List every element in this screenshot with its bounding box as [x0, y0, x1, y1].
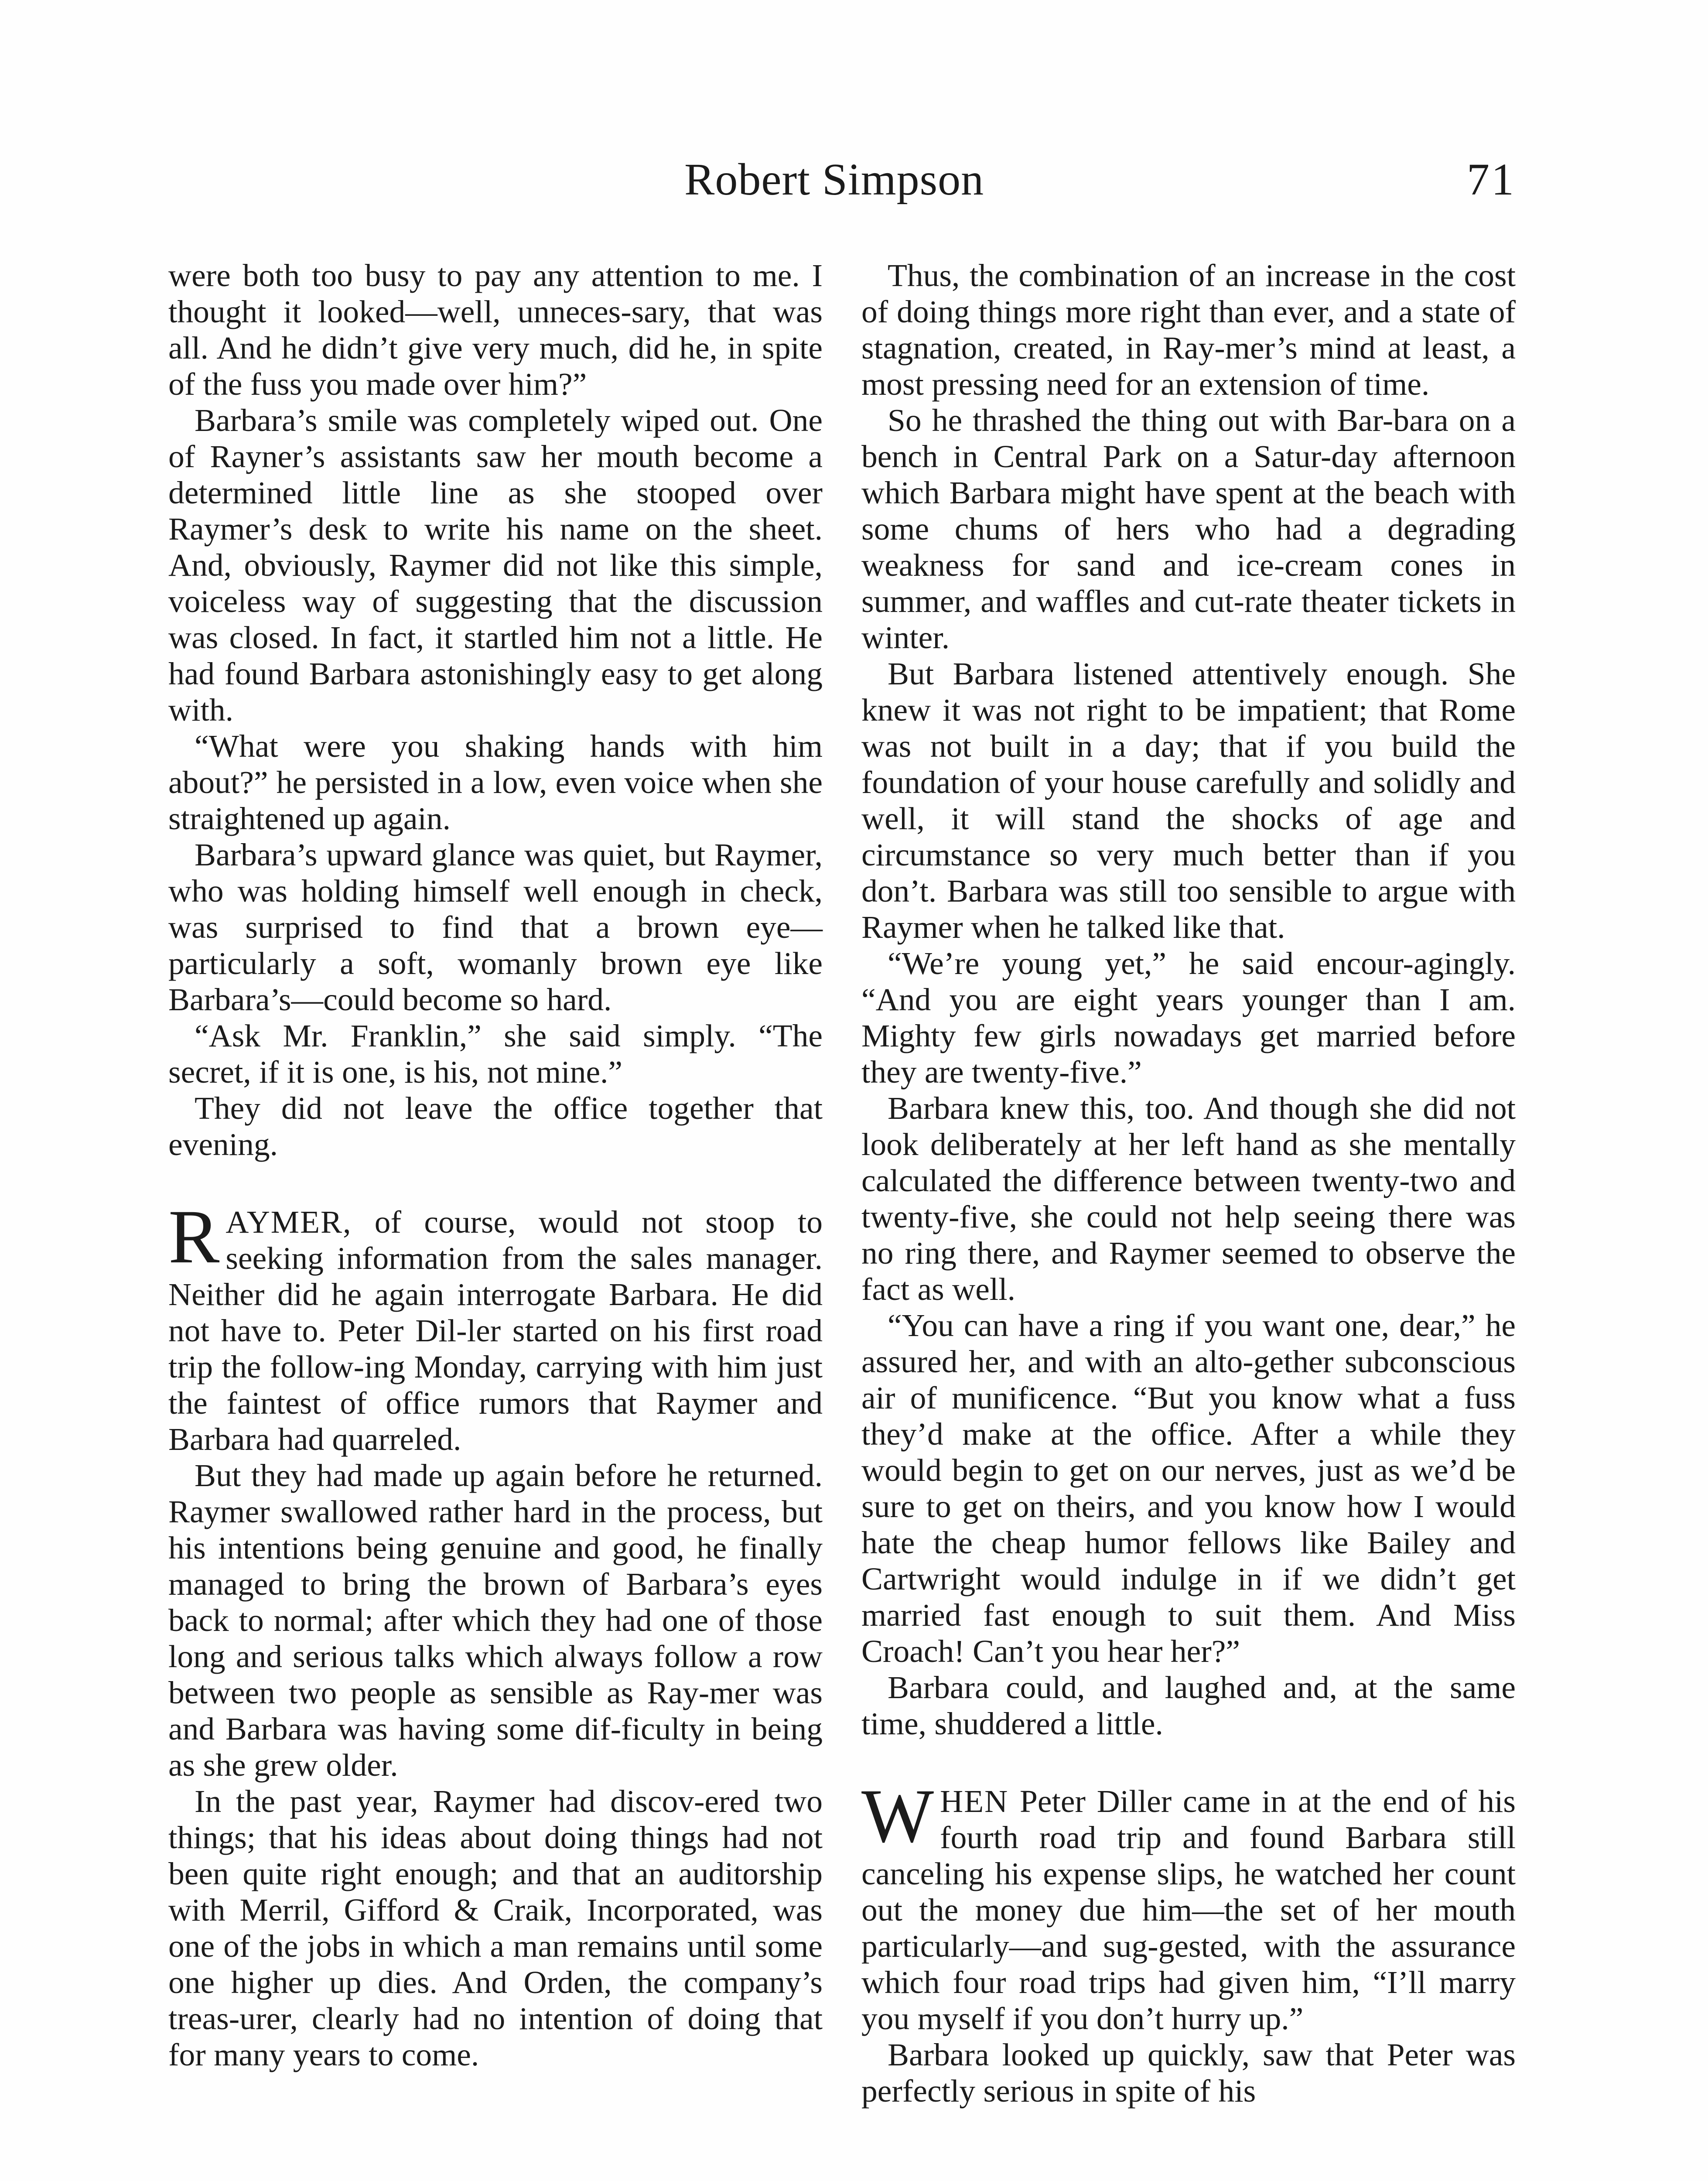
- section-opening-paragraph: [861, 1774, 1516, 2037]
- drop-cap: R: [168, 1194, 220, 1279]
- paragraph: “You can have a ring if you want one, dear,” he assured her, and with an alto-gether subconscious air of munificence. “But you know what a fuss they’d make at the office. After a while they would begin to get on our nerves, just as we’d be sure to get on theirs, and you know how I would hate the cheap humor fellows like Bailey and Cartwright would indulge in if we didn’t get married fast enough to suit them. And Miss Croach! Can’t you hear her?”: [861, 1308, 1516, 1669]
- paragraph: They did not leave the office together that evening.: [168, 1090, 823, 1162]
- paragraph-text: of course, would not stoop to seeking information from the sales manager. Neither did he again interrogate Barbara. He did not have to. Peter Dil-ler started on his first road trip the follow-ing Monday, carrying with him just the faintest of office rumors that Raymer and Barbara had quarreled.: [168, 1204, 823, 1457]
- paragraph: were both too busy to pay any attention to me. I thought it looked—well, unneces-sary, that was all. And he didn’t give very much, did he, in spite of the fuss you made over him?”: [168, 258, 823, 402]
- paragraph: “What were you shaking hands with him about?” he persisted in a low, even voice when she straightened up again.: [168, 728, 823, 836]
- paragraph: But Barbara listened attentively enough. She knew it was not right to be impatient; that Rome was not built in a day; that if you build the foundation of your house carefully and solidly and well, it will stand the shocks of age and circumstance so very much better than if you don’t. Barbara was still too sensible to argue with Raymer when he talked like that.: [861, 656, 1516, 945]
- paragraph: But they had made up again before he returned. Raymer swallowed rather hard in the process, but his intentions being genuine and good, he finally managed to bring the brown of Barbara’s eyes back to normal; after which they had one of those long and serious talks which always follow a row between two people as sensible as Ray-mer was and Barbara was having some dif-ficulty in being as she grew older.: [168, 1458, 823, 1783]
- paragraph-text: Peter Diller came in at the end of his fourth road trip and found Barbara still canceling his expense slips, he watched her count out the money due him—the set of her mouth particularly—and sug-gested, with the assurance which four road trips had given him, “I’ll marry you myself if you don’t hurry up.”: [861, 1784, 1516, 2036]
- paragraph: Barbara looked up quickly, saw that Peter was perfectly serious in spite of his: [861, 2037, 1516, 2109]
- paragraph: Barbara could, and laughed and, at the same time, shuddered a little.: [861, 1670, 1516, 1741]
- right-column: [861, 257, 1516, 2109]
- small-caps-lead: AYMER,: [225, 1204, 352, 1240]
- left-column: [168, 257, 823, 2073]
- running-title: Robert Simpson: [684, 154, 984, 205]
- paragraph: Barbara’s upward glance was quiet, but Raymer, who was holding himself well enough in check, was surprised to find that a brown eye—particularly a soft, womanly brown eye like Barbara’s—could become so hard.: [168, 837, 823, 1017]
- paragraph: So he thrashed the thing out with Bar-bara on a bench in Central Park on a Satur-day afternoon which Barbara might have spent at the beach with some chums of hers who had a degrading weakness for sand and ice-cream cones in summer, and waffles and cut-rate theater tickets in winter.: [861, 403, 1516, 655]
- drop-cap: W: [861, 1774, 934, 1859]
- small-caps-lead: HEN: [940, 1784, 1009, 1819]
- paragraph: Barbara’s smile was completely wiped out. One of Rayner’s assistants saw her mouth become a determined little line as she stooped over Raymer’s desk to write his name on the sheet. And, obviously, Raymer did not like this simple, voiceless way of suggesting that the discussion was closed. In fact, it startled him not a little. He had found Barbara astonishingly easy to get along with.: [168, 403, 823, 728]
- paragraph: Barbara knew this, too. And though she did not look deliberately at her left hand as she mentally calculated the difference between twenty-two and twenty-five, she could not help seeing there was no ring there, and Raymer seemed to observe the fact as well.: [861, 1090, 1516, 1307]
- page-number: 71: [1467, 154, 1516, 205]
- paragraph: “Ask Mr. Franklin,” she said simply. “The secret, if it is one, is his, not mine.”: [168, 1018, 823, 1090]
- paragraph: “We’re young yet,” he said encour-agingly. “And you are eight years younger than I am. Mighty few girls nowadays get married before they are twenty-five.”: [861, 946, 1516, 1090]
- paragraph: Thus, the combination of an increase in the cost of doing things more right than ever, and a state of stagnation, created, in Ray-mer’s mind at least, a most pressing need for an extension of time.: [861, 258, 1516, 402]
- section-opening-paragraph: [168, 1194, 823, 1457]
- paragraph: In the past year, Raymer had discov-ered two things; that his ideas about doing things had not been quite right enough; and that an auditorship with Merril, Gifford & Craik, Incorporated, was one of the jobs in which a man remains until some one higher up dies. And Orden, the company’s treas-urer, clearly had no intention of doing that for many years to come.: [168, 1784, 823, 2072]
